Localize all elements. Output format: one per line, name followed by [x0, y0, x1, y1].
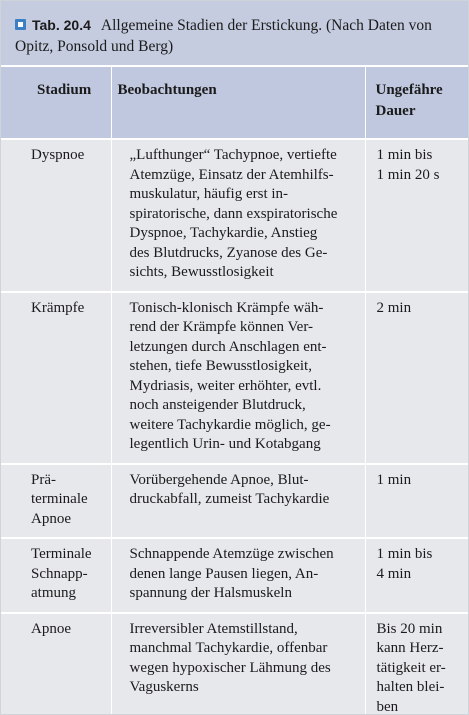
- cell-stadium: Apnoe: [1, 613, 111, 715]
- table-row: [1, 292, 469, 464]
- cell-beobachtungen: Tonisch-klonisch Krämpfe wäh- rend der Krämpfe können Ver- letzungen durch Anschlagen ent- stehen, tiefe Bewusstlosigkeit, Mydriasis, weiter erhöhter, evtl. noch ansteigender Blutdruck, weitere Tachykardie möglich, ge- legentlich Urin- und Kotabgang: [111, 292, 365, 464]
- cell-dauer: 1 min bis 4 min: [365, 538, 469, 613]
- table-caption: [1, 1, 468, 65]
- header-dauer: Ungefähre Dauer: [375, 82, 443, 119]
- cell-beobachtungen: Vorübergehende Apnoe, Blut- druckabfall, zumeist Tachykardie: [111, 464, 365, 539]
- cell-stadium: Dyspnoe: [1, 139, 111, 292]
- cell-stadium: Terminale Schnapp- atmung: [1, 538, 111, 613]
- table-row: [1, 613, 469, 715]
- cell-beobachtungen: Irreversibler Atemstillstand, manchmal Tachykardie, offenbar wegen hypoxischer Lähmung des Vaguskerns: [111, 613, 365, 715]
- table-row: [1, 538, 469, 613]
- header-stadium: Stadium: [1, 66, 111, 139]
- table-title: Allgemeine Stadien der Erstickung. (Nach Daten von Opitz, Ponsold und Berg): [15, 17, 432, 55]
- cell-stadium: Prä- terminale Apnoe: [1, 464, 111, 539]
- table-row: [1, 464, 469, 539]
- cell-dauer: 1 min: [365, 464, 469, 539]
- cell-dauer: 2 min: [365, 292, 469, 464]
- cell-beobachtungen: „Lufthunger“ Tachypnoe, vertiefte Atemzüge, Einsatz der Atemhilfs- muskulatur, häufig erst in- spiratorische, dann exspiratorische Dyspnoe, Tachykardie, Anstieg des Blutdrucks, Zyanose des Ge- sichts, Bewusstlosigkeit: [111, 139, 365, 292]
- table-number: Tab. 20.4: [32, 17, 91, 33]
- table-marker-icon: [15, 19, 26, 30]
- table-row: [1, 139, 469, 292]
- stages-table: [1, 65, 469, 715]
- cell-stadium: Krämpfe: [1, 292, 111, 464]
- cell-dauer: 1 min bis 1 min 20 s: [365, 139, 469, 292]
- cell-dauer: Bis 20 min kann Herz- tätigkeit er- halten blei- ben: [376, 620, 446, 715]
- cell-beobachtungen: Schnappende Atemzüge zwischen denen lange Pausen liegen, An- spannung der Halsmuskeln: [111, 538, 365, 613]
- header-beobachtungen: Beobachtungen: [111, 66, 365, 139]
- table-header-row: [1, 66, 469, 139]
